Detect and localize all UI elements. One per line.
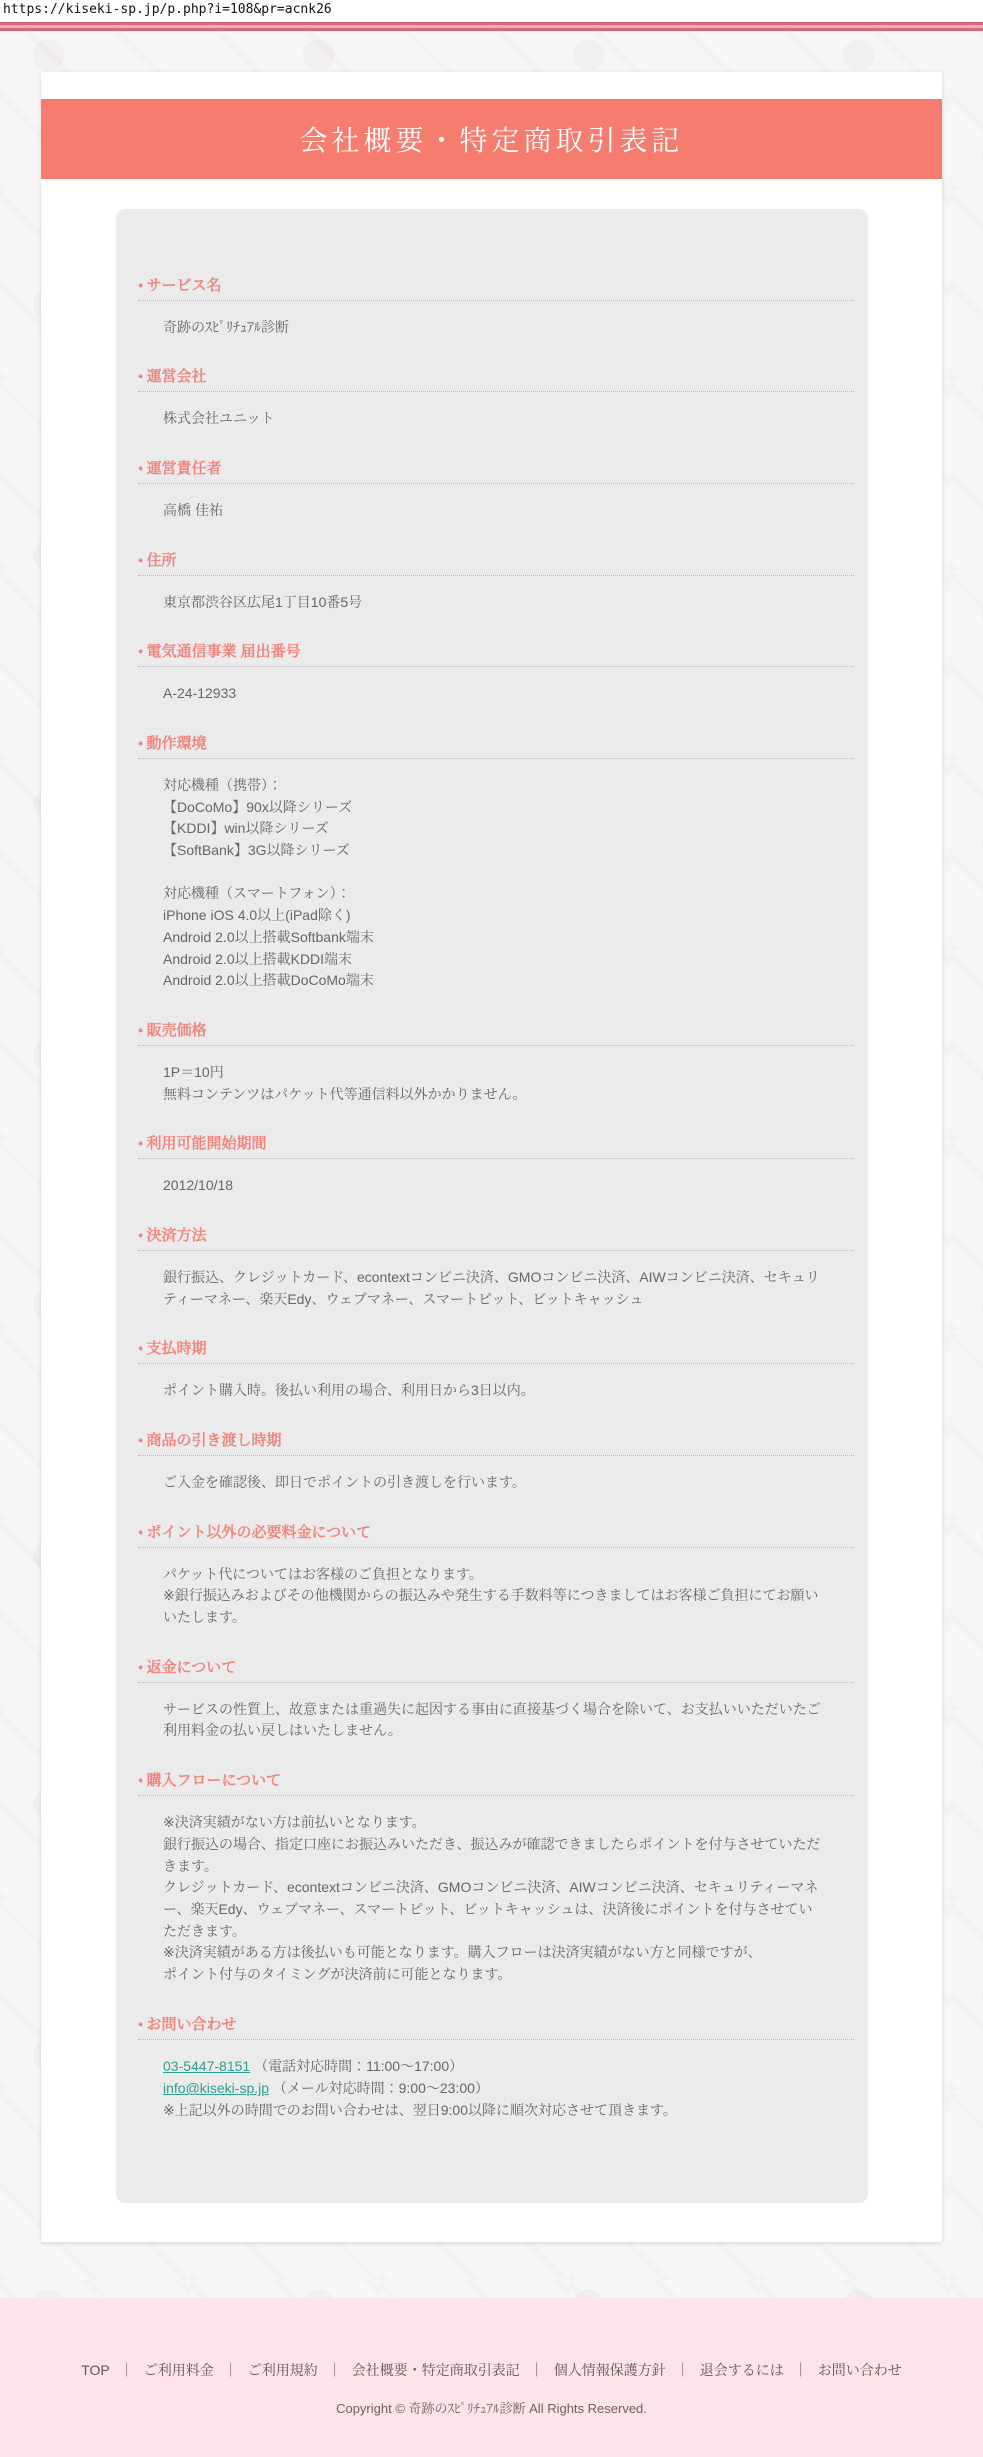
section-heading bbox=[138, 277, 854, 301]
body-line: サービスの性質上、故意または重過失に起因する事由に直接基づく場合を除いて、お支払いいただいたご利用料金の払い戻しはいたしません。 bbox=[163, 1700, 821, 1739]
section-heading bbox=[138, 643, 854, 667]
body-line: パケット代についてはお客様のご負担となります。 bbox=[163, 1565, 483, 1582]
body-line: 無料コンテンツはパケット代等通信料以外かかりません。 bbox=[163, 1085, 527, 1102]
section-heading bbox=[138, 552, 854, 576]
section-heading-label: 電気通信事業 届出番号 bbox=[146, 643, 301, 661]
section-heading bbox=[138, 368, 854, 392]
section bbox=[138, 1022, 854, 1105]
section-heading bbox=[138, 1227, 854, 1251]
body-line: iPhone iOS 4.0以上(iPad除く) bbox=[163, 907, 351, 924]
body-line: Android 2.0以上搭載DoCoMo端末 bbox=[163, 972, 374, 989]
section bbox=[138, 277, 854, 339]
body-line: 2012/10/18 bbox=[163, 1177, 234, 1194]
section-heading-label: 動作環境 bbox=[146, 735, 207, 753]
section-heading bbox=[138, 1432, 854, 1456]
bullet-icon: ● bbox=[138, 1343, 144, 1354]
top-band-divider bbox=[0, 22, 983, 31]
footer-link[interactable]: 個人情報保護方針 bbox=[553, 2361, 666, 2378]
section bbox=[138, 1659, 854, 1742]
footer bbox=[0, 2298, 983, 2457]
body-line: 対応機種（スマートフォン）： bbox=[163, 885, 351, 902]
section bbox=[138, 643, 854, 705]
section-heading-label: ポイント以外の必要料金について bbox=[146, 1523, 372, 1541]
body-line: ポイント購入時。後払い利用の場合、利用日から3日以内。 bbox=[163, 1382, 535, 1399]
body-line: Android 2.0以上搭載Softbank端末 bbox=[163, 928, 374, 945]
bullet-icon: ● bbox=[138, 1138, 144, 1149]
footer-link[interactable]: お問い合わせ bbox=[817, 2361, 902, 2378]
bullet-icon: ● bbox=[138, 1661, 144, 1672]
section-heading bbox=[138, 735, 854, 759]
page-title: 会社概要・特定商取引表記 bbox=[299, 124, 684, 156]
footer-separator: ｜ bbox=[675, 2361, 690, 2378]
page-card bbox=[41, 72, 942, 2242]
footer-link[interactable]: ご利用規約 bbox=[247, 2361, 318, 2378]
footer-link[interactable]: ご利用料金 bbox=[143, 2361, 214, 2378]
section-heading bbox=[138, 1772, 854, 1796]
browser-url: https://kiseki-sp.jp/p.php?i=108&pr=acnk26 bbox=[0, 0, 983, 22]
section-body bbox=[163, 1472, 824, 1494]
body-line: ご入金を確認後、即日でポイントの引き渡しを行います。 bbox=[163, 1474, 526, 1491]
bullet-icon: ● bbox=[138, 462, 144, 473]
body-line: Android 2.0以上搭載KDDI端末 bbox=[163, 950, 353, 967]
section-heading bbox=[138, 1659, 854, 1683]
section-heading-label: 住所 bbox=[146, 551, 177, 569]
section-heading-label: 利用可能開始期間 bbox=[146, 1135, 267, 1153]
bullet-icon: ● bbox=[138, 646, 144, 657]
footer-separator: ｜ bbox=[327, 2361, 342, 2378]
section-body bbox=[163, 500, 824, 522]
body-line: 1P＝10円 bbox=[163, 1063, 224, 1080]
section-body bbox=[163, 592, 824, 614]
card-top-strip bbox=[41, 72, 942, 99]
section-heading bbox=[138, 1022, 854, 1046]
body-line: 対応機種（携帯）： bbox=[163, 777, 282, 794]
section-body bbox=[163, 1564, 824, 1629]
section-heading-label: 商品の引き渡し時期 bbox=[146, 1432, 282, 1450]
body-line: ※決済実績がある方は後払いも可能となります。購入フローは決済実績がない方と同様ですが、 bbox=[163, 1944, 762, 1961]
copyright: Copyright © 奇跡のｽﾋﾟﾘﾁｭｱﾙ診断 All Rights Reserved. bbox=[336, 2400, 647, 2416]
section-body bbox=[163, 1062, 824, 1105]
section bbox=[138, 1135, 854, 1197]
bullet-icon: ● bbox=[138, 738, 144, 749]
bullet-icon: ● bbox=[138, 1775, 144, 1786]
section-heading bbox=[138, 1524, 854, 1548]
section bbox=[138, 735, 854, 992]
bullet-icon: ● bbox=[138, 279, 144, 290]
body-line: 奇跡のｽﾋﾟﾘﾁｭｱﾙ診断 bbox=[163, 318, 289, 335]
section-body bbox=[163, 1812, 824, 1986]
email-hours: （メール対応時間：9:00～23:00） bbox=[272, 2080, 489, 2097]
section-heading-label: 運営会社 bbox=[146, 368, 207, 386]
section-heading-label: 決済方法 bbox=[146, 1226, 207, 1244]
section-heading bbox=[138, 1340, 854, 1364]
section-heading-label: お問い合わせ bbox=[146, 2015, 237, 2033]
section bbox=[138, 1772, 854, 1986]
section-body bbox=[163, 683, 824, 705]
footer-link[interactable]: 会社概要・特定商取引表記 bbox=[351, 2361, 520, 2378]
section-heading bbox=[138, 2016, 854, 2040]
footer-separator: ｜ bbox=[793, 2361, 808, 2378]
bullet-icon: ● bbox=[138, 1229, 144, 1240]
section bbox=[138, 460, 854, 522]
footer-separator: ｜ bbox=[223, 2361, 238, 2378]
section-body bbox=[163, 2056, 824, 2123]
body-line: ※銀行振込みおよびその他機関からの振込みや発生する手数料等につきましてはお客様ご負担にてお願いいたします。 bbox=[163, 1587, 819, 1626]
body-line: 高橋 佳祐 bbox=[163, 501, 223, 518]
content-box bbox=[116, 209, 868, 2203]
footer-nav bbox=[0, 2360, 983, 2380]
contact-phone-line bbox=[163, 2056, 824, 2078]
section bbox=[138, 552, 854, 614]
body-line: 【DoCoMo】90x以降シリーズ bbox=[163, 798, 353, 815]
section-body bbox=[163, 1175, 824, 1197]
footer-separator: ｜ bbox=[529, 2361, 544, 2378]
bullet-icon: ● bbox=[138, 1024, 144, 1035]
section-heading-label: 販売価格 bbox=[146, 1021, 207, 1039]
bullet-icon: ● bbox=[138, 1526, 144, 1537]
section-contact bbox=[138, 2016, 854, 2123]
header-band bbox=[41, 99, 942, 179]
phone-hours: （電話対応時間：11:00～17:00） bbox=[254, 2057, 464, 2074]
section-heading-label: 返金について bbox=[146, 1658, 237, 1676]
section bbox=[138, 1227, 854, 1310]
section-body bbox=[163, 408, 824, 430]
body-line: ポイント付与のタイミングが決済前に可能となります。 bbox=[163, 1965, 512, 1982]
section-heading-label: 支払時期 bbox=[146, 1340, 207, 1358]
body-line: 銀行振込、クレジットカード、econtextコンビニ決済、GMOコンビニ決済、AIWコンビニ決済、セキュリティーマネー、楽天Edy、ウェブマネー、スマートピット、ビットキャッシュ bbox=[163, 1268, 820, 1307]
bullet-icon: ● bbox=[138, 371, 144, 382]
section-heading-label: サービス名 bbox=[146, 276, 222, 294]
body-line: 【KDDI】win以降シリーズ bbox=[163, 820, 329, 837]
body-line: クレジットカード、econtextコンビニ決済、GMOコンビニ決済、AIWコンビニ決済、セキュリティーマネー、楽天Edy、ウェブマネー、スマートピット、ビットキャッシュは、決済後にポイントを付与させていただきます。 bbox=[163, 1879, 819, 1939]
bullet-icon: ● bbox=[138, 1435, 144, 1446]
bullet-icon: ● bbox=[138, 554, 144, 565]
section-body bbox=[163, 775, 824, 992]
sections bbox=[138, 277, 854, 1986]
body-line: ※決済実績がない方は前払いとなります。 bbox=[163, 1814, 426, 1831]
section bbox=[138, 1524, 854, 1629]
bullet-icon: ● bbox=[138, 2018, 144, 2029]
section-heading bbox=[138, 1135, 854, 1159]
footer-link[interactable]: TOP bbox=[81, 2361, 110, 2378]
section-heading bbox=[138, 460, 854, 484]
body-line: A-24-12933 bbox=[163, 685, 237, 702]
contact-email-line bbox=[163, 2078, 824, 2100]
section bbox=[138, 1340, 854, 1402]
section-heading-label: 購入フローについて bbox=[146, 1772, 282, 1790]
footer-link[interactable]: 退会するには bbox=[699, 2361, 784, 2378]
section-body bbox=[163, 317, 824, 339]
body-line: 株式会社ユニット bbox=[163, 410, 275, 427]
body-line: 銀行振込の場合、指定口座にお振込みいただき、振込みが確認できましたらポイントを付与させていただきます。 bbox=[163, 1835, 821, 1874]
section bbox=[138, 1432, 854, 1494]
section bbox=[138, 368, 854, 430]
footer-separator: ｜ bbox=[119, 2361, 134, 2378]
body-line: 【SoftBank】3G以降シリーズ bbox=[163, 842, 350, 859]
section-heading-label: 運営責任者 bbox=[146, 459, 222, 477]
section-body bbox=[163, 1699, 824, 1742]
section-body bbox=[163, 1267, 824, 1310]
body-line: 東京都渋谷区広尾1丁目10番5号 bbox=[163, 593, 363, 610]
contact-extra-note: ※上記以外の時間でのお問い合わせは、翌日9:00以降に順次対応させて頂きます。 bbox=[163, 2102, 677, 2119]
section-body bbox=[163, 1380, 824, 1402]
body-line bbox=[163, 862, 824, 884]
phone-link[interactable]: 03-5447-8151 bbox=[163, 2057, 251, 2074]
email-link[interactable]: info@kiseki-sp.jp bbox=[163, 2080, 270, 2097]
